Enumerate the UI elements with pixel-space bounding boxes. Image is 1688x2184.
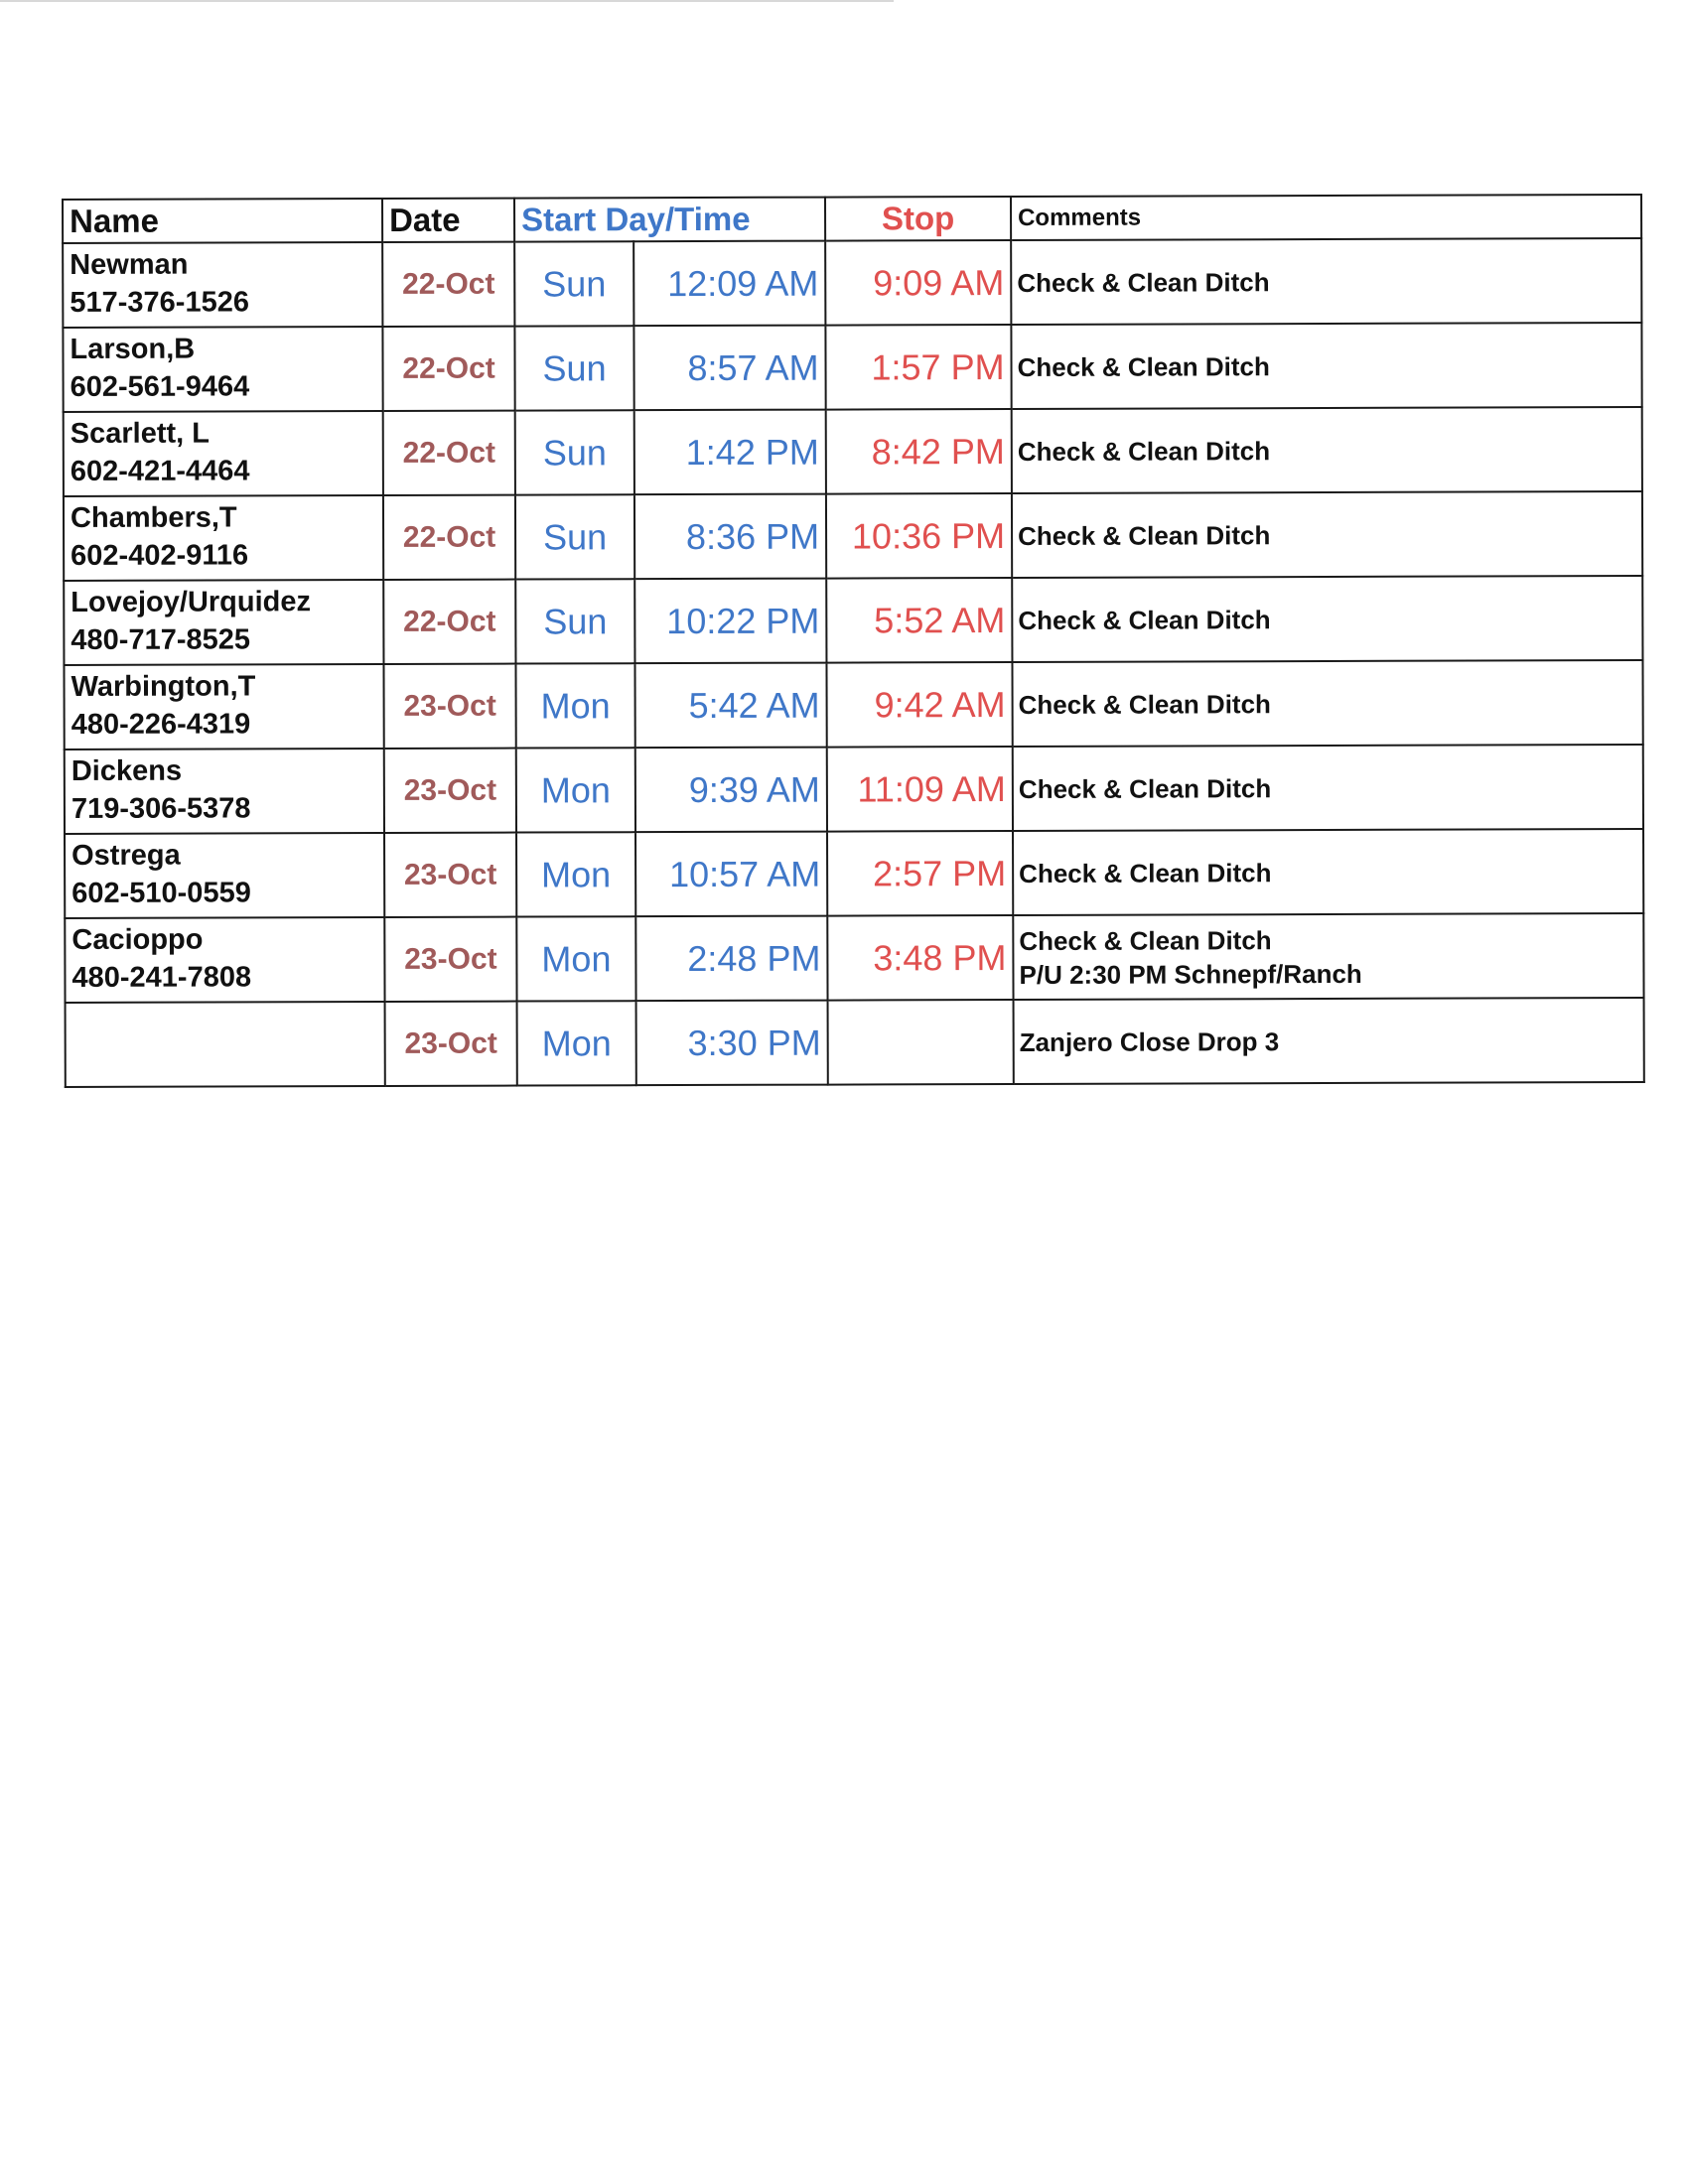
person-phone: 517-376-1526 <box>70 286 249 319</box>
person-phone: 602-402-9116 <box>70 539 249 572</box>
name-cell <box>65 917 384 1003</box>
name-cell <box>64 495 383 581</box>
start-time-cell: 9:39 AM <box>635 748 827 833</box>
table-row <box>63 238 1641 328</box>
date-cell: 23-Oct <box>383 664 515 749</box>
comment-line: Check & Clean Ditch <box>1017 350 1270 382</box>
start-day-cell: Mon <box>517 1001 636 1085</box>
table-row <box>65 829 1643 918</box>
header-date: Date <box>382 199 514 242</box>
comment-line: Check & Clean Ditch <box>1017 266 1270 298</box>
comment-line: Check & Clean Ditch <box>1019 924 1272 956</box>
comment-cell <box>1011 323 1641 409</box>
table-row <box>64 491 1642 581</box>
start-time-cell: 8:57 AM <box>633 326 825 411</box>
comment-cell <box>1012 407 1642 493</box>
header-stop: Stop <box>825 197 1011 241</box>
stop-time-cell <box>828 1000 1014 1085</box>
person-name: Lovejoy/Urquidez <box>70 586 312 618</box>
comment-line: Check & Clean Ditch <box>1017 435 1271 467</box>
name-cell <box>65 749 384 834</box>
stop-time-cell: 2:57 PM <box>827 831 1013 916</box>
header-comments: Comments <box>1011 195 1641 240</box>
start-time-cell: 12:09 AM <box>633 241 825 327</box>
schedule-body <box>63 238 1644 1087</box>
person-name: Ostrega <box>71 839 181 872</box>
name-cell <box>64 580 383 665</box>
comment-cell <box>1012 491 1642 578</box>
start-time-cell: 8:36 PM <box>634 494 826 580</box>
person-phone: 719-306-5378 <box>70 792 251 825</box>
person-name <box>72 1005 384 1006</box>
start-time-cell: 10:22 PM <box>634 579 826 664</box>
stop-time-cell: 10:36 PM <box>826 493 1012 579</box>
comment-line: Check & Clean Ditch <box>1018 688 1271 720</box>
table-row <box>66 998 1644 1087</box>
comment-line-2: P/U 2:30 PM Schnepf/Ranch <box>1019 958 1362 990</box>
table-row <box>65 913 1643 1003</box>
table-row <box>65 745 1643 834</box>
name-cell <box>63 242 382 328</box>
person-phone: 480-241-7808 <box>71 961 252 994</box>
name-cell <box>65 833 384 918</box>
comment-line: Check & Clean Ditch <box>1018 772 1272 804</box>
date-cell: 23-Oct <box>384 833 516 917</box>
comment-line: Check & Clean Ditch <box>1018 604 1271 635</box>
person-phone: 602-510-0559 <box>71 877 251 909</box>
person-phone: 602-421-4464 <box>70 455 250 487</box>
person-name: Larson,B <box>70 333 196 365</box>
start-day-cell: Sun <box>514 241 633 326</box>
comment-cell <box>1011 238 1641 325</box>
start-day-cell: Mon <box>516 748 635 832</box>
comment-line: Zanjero Close Drop 3 <box>1019 1025 1280 1057</box>
date-cell: 22-Oct <box>382 327 514 411</box>
name-cell <box>64 664 383 750</box>
stop-time-cell: 9:09 AM <box>825 240 1011 326</box>
comment-line: Check & Clean Ditch <box>1019 857 1272 888</box>
person-name: Chambers,T <box>70 501 237 534</box>
table-row <box>64 576 1642 665</box>
irrigation-schedule-table <box>62 194 1645 1088</box>
table-row <box>64 660 1642 750</box>
person-name: Cacioppo <box>71 923 204 956</box>
date-cell: 23-Oct <box>385 1002 517 1086</box>
date-cell: 23-Oct <box>384 749 516 833</box>
comment-cell <box>1012 576 1642 662</box>
start-time-cell: 10:57 AM <box>635 832 827 917</box>
person-name: Newman <box>70 248 189 281</box>
start-time-cell: 3:30 PM <box>636 1001 828 1086</box>
comment-cell <box>1012 660 1642 747</box>
name-cell <box>64 411 383 496</box>
start-day-cell: Sun <box>514 326 633 410</box>
date-cell: 22-Oct <box>383 411 515 495</box>
header-row <box>63 195 1641 243</box>
header-name: Name <box>63 199 382 243</box>
stop-time-cell: 8:42 PM <box>826 409 1012 494</box>
date-cell: 22-Oct <box>383 580 515 664</box>
comment-cell <box>1013 745 1643 831</box>
comment-line: Check & Clean Ditch <box>1018 519 1271 551</box>
date-cell: 22-Oct <box>383 495 515 580</box>
person-name: Dickens <box>70 754 183 787</box>
table-row <box>64 407 1642 496</box>
stop-time-cell: 11:09 AM <box>827 747 1013 832</box>
stop-time-cell: 1:57 PM <box>825 325 1011 410</box>
person-name: Scarlett, L <box>70 417 211 450</box>
start-day-cell: Sun <box>515 494 634 579</box>
comment-cell <box>1013 829 1643 915</box>
person-name: Warbington,T <box>70 670 256 703</box>
stop-time-cell: 9:42 AM <box>826 662 1012 748</box>
comment-cell <box>1013 913 1643 1000</box>
start-day-cell: Mon <box>516 832 635 916</box>
comment-cell <box>1014 998 1644 1084</box>
name-cell <box>63 327 382 412</box>
start-day-cell: Mon <box>516 916 635 1001</box>
date-cell: 22-Oct <box>382 242 514 327</box>
date-cell: 23-Oct <box>384 917 516 1002</box>
start-day-cell: Mon <box>515 663 634 748</box>
person-phone: 480-226-4319 <box>70 708 251 741</box>
start-day-cell: Sun <box>515 579 634 663</box>
person-phone: 602-561-9464 <box>70 370 250 403</box>
name-cell <box>66 1002 385 1087</box>
start-time-cell: 5:42 AM <box>634 663 826 749</box>
person-phone <box>72 1005 384 1006</box>
stop-time-cell: 5:52 AM <box>826 578 1012 663</box>
stop-time-cell: 3:48 PM <box>827 915 1013 1001</box>
start-time-cell: 1:42 PM <box>634 410 826 495</box>
person-phone: 480-717-8525 <box>70 623 251 656</box>
table-row <box>63 323 1641 412</box>
start-time-cell: 2:48 PM <box>635 916 827 1002</box>
start-day-cell: Sun <box>515 410 634 494</box>
scan-edge-line <box>0 0 894 2</box>
header-start-day-time: Start Day/Time <box>514 198 825 242</box>
